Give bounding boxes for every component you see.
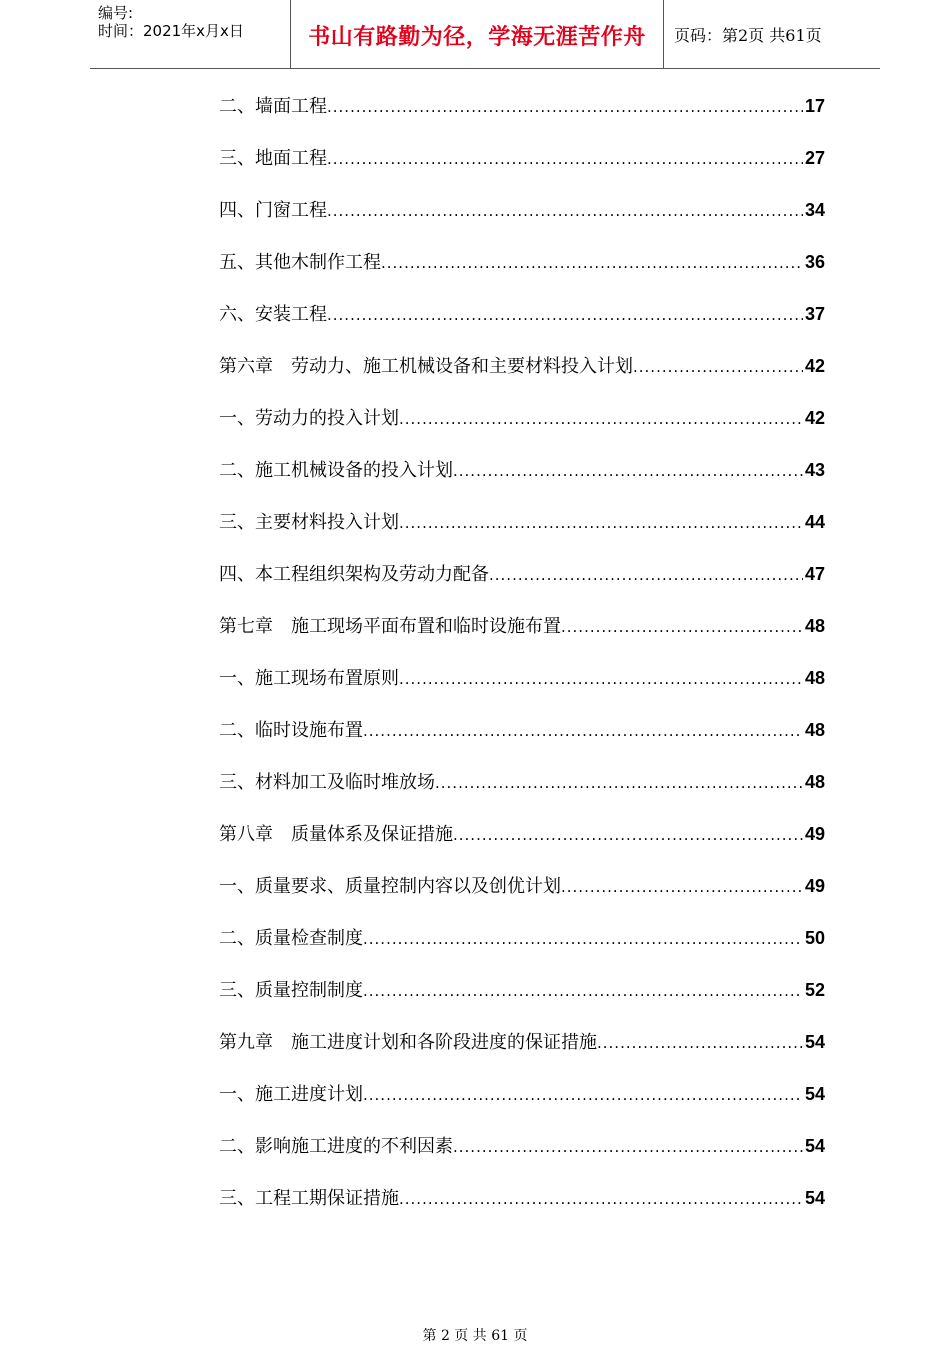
toc-entry-page: 48 (804, 616, 825, 636)
toc-entry-label: 三、材料加工及临时堆放场 (219, 772, 435, 793)
toc-entry[interactable] (219, 1028, 825, 1080)
toc-leader-dots (435, 774, 803, 792)
toc-entry[interactable] (219, 976, 825, 1028)
toc-entry-label: 第八章 质量体系及保证措施 (219, 824, 453, 845)
toc-leader-dots (489, 566, 803, 584)
toc-leader-dots (327, 98, 803, 116)
toc-entry-page: 54 (804, 1084, 825, 1104)
toc-entry-label: 二、临时设施布置 (219, 720, 363, 741)
toc-entry[interactable] (219, 508, 825, 560)
toc-entry[interactable] (219, 1184, 825, 1236)
toc-entry[interactable] (219, 1080, 825, 1132)
toc-entry-label: 三、质量控制制度 (219, 980, 363, 1001)
toc-entry-label: 三、工程工期保证措施 (219, 1188, 399, 1209)
toc-entry-page: 47 (804, 564, 825, 584)
toc-entry[interactable] (219, 404, 825, 456)
toc-entry[interactable] (219, 1132, 825, 1184)
toc-entry[interactable] (219, 664, 825, 716)
toc-entry-page: 48 (804, 668, 825, 688)
toc-leader-dots (363, 1086, 803, 1104)
toc-entry-page: 27 (804, 148, 825, 168)
toc-entry-label: 第七章 施工现场平面布置和临时设施布置 (219, 616, 561, 637)
toc-entry[interactable] (219, 820, 825, 872)
toc-entry-page: 34 (804, 200, 825, 220)
toc-entry-label: 六、安装工程 (219, 304, 327, 325)
toc-leader-dots (381, 254, 803, 272)
toc-entry-page: 43 (804, 460, 825, 480)
toc-leader-dots (399, 670, 803, 688)
toc-entry-page: 48 (804, 772, 825, 792)
toc-entry-page: 54 (804, 1032, 825, 1052)
toc-entry[interactable] (219, 924, 825, 976)
page-footer: 第 2 页 共 61 页 (422, 1328, 528, 1344)
toc-entry[interactable] (219, 872, 825, 924)
toc-leader-dots (453, 826, 803, 844)
toc-entry-page: 42 (804, 356, 825, 376)
toc-leader-dots (327, 202, 803, 220)
toc-leader-dots (327, 306, 803, 324)
page-header (90, 0, 880, 69)
toc-entry[interactable] (219, 196, 825, 248)
motto-text: 书山有路勤为径，学海无涯苦作舟 (308, 24, 646, 50)
time-label: 时间：2021年x月x日 (98, 22, 244, 40)
toc-entry-page: 54 (804, 1136, 825, 1156)
toc-entry[interactable] (219, 612, 825, 664)
toc-entry-page: 37 (804, 304, 825, 324)
toc-leader-dots (363, 982, 803, 1000)
toc-entry[interactable] (219, 92, 825, 144)
toc-entry-label: 二、墙面工程 (219, 96, 327, 117)
toc-entry-page: 52 (804, 980, 825, 1000)
toc-entry-page: 48 (804, 720, 825, 740)
toc-entry-page: 54 (804, 1188, 825, 1208)
toc-leader-dots (597, 1034, 803, 1052)
toc-leader-dots (453, 1138, 803, 1156)
toc-entry[interactable] (219, 560, 825, 612)
toc-leader-dots (399, 514, 803, 532)
toc-entry-label: 第九章 施工进度计划和各阶段进度的保证措施 (219, 1032, 597, 1053)
toc-entry[interactable] (219, 352, 825, 404)
toc-leader-dots (561, 618, 803, 636)
toc-leader-dots (399, 1190, 803, 1208)
toc-entry-label: 三、地面工程 (219, 148, 327, 169)
toc-entry-label: 二、影响施工进度的不利因素 (219, 1136, 453, 1157)
toc-entry[interactable] (219, 300, 825, 352)
toc-entry-label: 五、其他木制作工程 (219, 252, 381, 273)
toc-leader-dots (363, 722, 803, 740)
toc-leader-dots (453, 462, 803, 480)
toc-entry-page: 49 (804, 824, 825, 844)
toc-leader-dots (561, 878, 803, 896)
toc-leader-dots (633, 358, 803, 376)
toc-entry-label: 一、施工进度计划 (219, 1084, 363, 1105)
toc-entry-label: 三、主要材料投入计划 (219, 512, 399, 533)
toc-entry[interactable] (219, 768, 825, 820)
toc-entry[interactable] (219, 144, 825, 196)
header-meta (90, 0, 291, 68)
toc-leader-dots (399, 410, 803, 428)
toc-entry-page: 17 (804, 96, 825, 116)
toc-entry-label: 第六章 劳动力、施工机械设备和主要材料投入计划 (219, 356, 633, 377)
toc-leader-dots (363, 930, 803, 948)
toc-entry[interactable] (219, 248, 825, 300)
toc-entry-label: 一、劳动力的投入计划 (219, 408, 399, 429)
toc-leader-dots (327, 150, 803, 168)
header-motto-cell (291, 0, 664, 68)
toc-entry-label: 四、本工程组织架构及劳动力配备 (219, 564, 489, 585)
toc-entry-label: 二、施工机械设备的投入计划 (219, 460, 453, 481)
toc-entry-label: 一、质量要求、质量控制内容以及创优计划 (219, 876, 561, 897)
toc-entry[interactable] (219, 716, 825, 768)
toc-entry-page: 49 (804, 876, 825, 896)
toc-entry-page: 50 (804, 928, 825, 948)
toc-entry-page: 36 (804, 252, 825, 272)
toc-entry-page: 42 (804, 408, 825, 428)
toc-entry-page: 44 (804, 512, 825, 532)
toc-entry-label: 二、质量检查制度 (219, 928, 363, 949)
table-of-contents (219, 92, 825, 1236)
toc-entry-label: 一、施工现场布置原则 (219, 668, 399, 689)
toc-entry-label: 四、门窗工程 (219, 200, 327, 221)
number-label: 编号: (98, 4, 134, 22)
toc-entry[interactable] (219, 456, 825, 508)
header-page-info: 页码：第2页 共61页 (674, 25, 822, 45)
